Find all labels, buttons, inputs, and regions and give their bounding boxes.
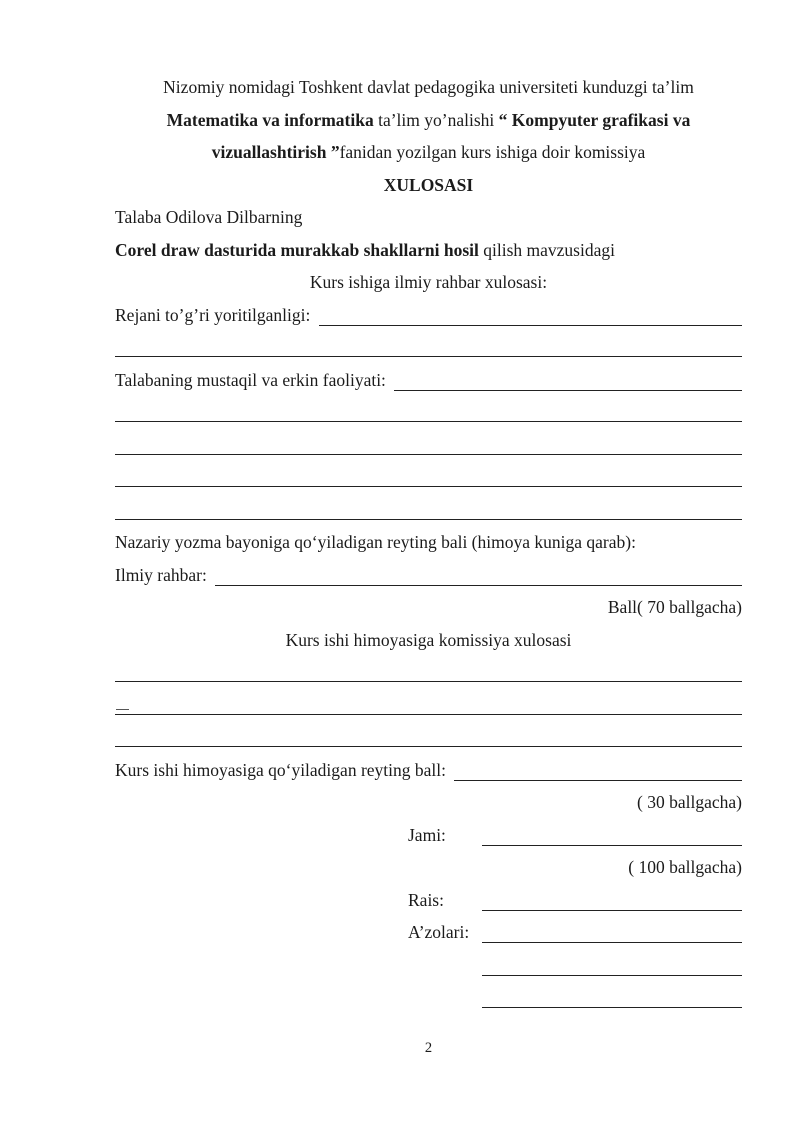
header-line-3 xyxy=(115,136,742,169)
theory-rating-note: Nazariy yozma bayoniga qoʻyiladigan reyting bali (himoya kuniga qarab): xyxy=(115,532,636,552)
write-rule xyxy=(115,356,742,357)
advisor-section-heading: Kurs ishiga ilmiy rahbar xulosasi: xyxy=(309,272,548,292)
defense-rating-label: Kurs ishi himoyasiga qoʻyiladigan reyting ball: xyxy=(115,759,451,780)
page-number: 2 xyxy=(424,1040,433,1056)
advisor-write-line xyxy=(215,585,742,586)
blank-write-line xyxy=(115,429,742,462)
blank-write-line xyxy=(115,689,742,722)
topic-line xyxy=(115,234,742,267)
write-rule xyxy=(115,681,742,682)
total-row xyxy=(408,819,742,852)
total-write-line xyxy=(482,845,742,846)
defense-write-line xyxy=(454,780,742,781)
members-label: A’zolari: xyxy=(408,922,474,942)
ball-100-note: ( 100 ballgacha) xyxy=(628,857,742,877)
write-rule xyxy=(115,421,742,422)
header-line-2-bold-1: Matematika va informatika xyxy=(166,109,374,130)
member-write-line xyxy=(482,1007,742,1008)
advisor-field-row xyxy=(115,559,742,592)
header-line-2-bold-2: “ Kompyuter grafikasi va xyxy=(498,109,691,130)
blank-write-line xyxy=(115,721,742,754)
ball-30-note: ( 30 ballgacha) xyxy=(637,792,742,812)
header-line-2-regular: ta’lim yo’nalishi xyxy=(373,109,499,130)
blank-write-line xyxy=(115,656,742,689)
write-rule xyxy=(115,486,742,487)
chair-write-line xyxy=(482,910,742,911)
ball-70-note: Ball( 70 ballgacha) xyxy=(607,597,742,617)
plan-write-line xyxy=(319,325,742,326)
advisor-field-label: Ilmiy rahbar: xyxy=(115,564,212,585)
blank-write-line xyxy=(115,494,742,527)
header-line-3-bold: vizuallashtirish ” xyxy=(211,142,340,162)
blank-write-line xyxy=(115,461,742,494)
independence-field-row xyxy=(115,364,742,397)
page-content xyxy=(115,71,742,1014)
write-rule xyxy=(115,714,742,715)
members-row xyxy=(408,916,742,949)
chair-label: Rais: xyxy=(408,889,444,910)
student-line: Talaba Odilova Dilbarning xyxy=(115,207,303,227)
write-rule xyxy=(115,519,742,520)
write-rule xyxy=(115,746,742,747)
members-write-line xyxy=(482,942,742,943)
member-signature-line xyxy=(478,981,742,1014)
plan-field-label: Rejani to’g’ri yoritilganligi: xyxy=(115,304,315,325)
topic-bold: Corel draw dasturida murakkab shakllarni hosil xyxy=(115,239,479,260)
header-line-1: Nizomiy nomidagi Toshkent davlat pedagogika universiteti kunduzgi ta’lim xyxy=(163,77,694,97)
member-write-line xyxy=(482,975,742,976)
commission-heading: Kurs ishi himoyasiga komissiya xulosasi xyxy=(285,629,572,650)
header-line-2 xyxy=(115,104,742,137)
plan-field-row xyxy=(115,299,742,332)
total-label: Jami: xyxy=(408,824,446,845)
independence-write-line xyxy=(394,390,742,391)
document-title: XULOSASI xyxy=(383,174,474,195)
stray-underscore-mark xyxy=(116,709,129,710)
header-line-3-regular: fanidan yozilgan kurs ishiga doir komissiya xyxy=(339,142,646,162)
defense-rating-row xyxy=(115,754,742,787)
topic-regular: qilish mavzusidagi xyxy=(478,239,615,260)
blank-write-line xyxy=(115,331,742,364)
blank-write-line xyxy=(115,396,742,429)
write-rule xyxy=(115,454,742,455)
independence-field-label: Talabaning mustaqil va erkin faoliyati: xyxy=(115,369,391,390)
chair-row xyxy=(408,884,742,917)
member-signature-line xyxy=(478,949,742,982)
